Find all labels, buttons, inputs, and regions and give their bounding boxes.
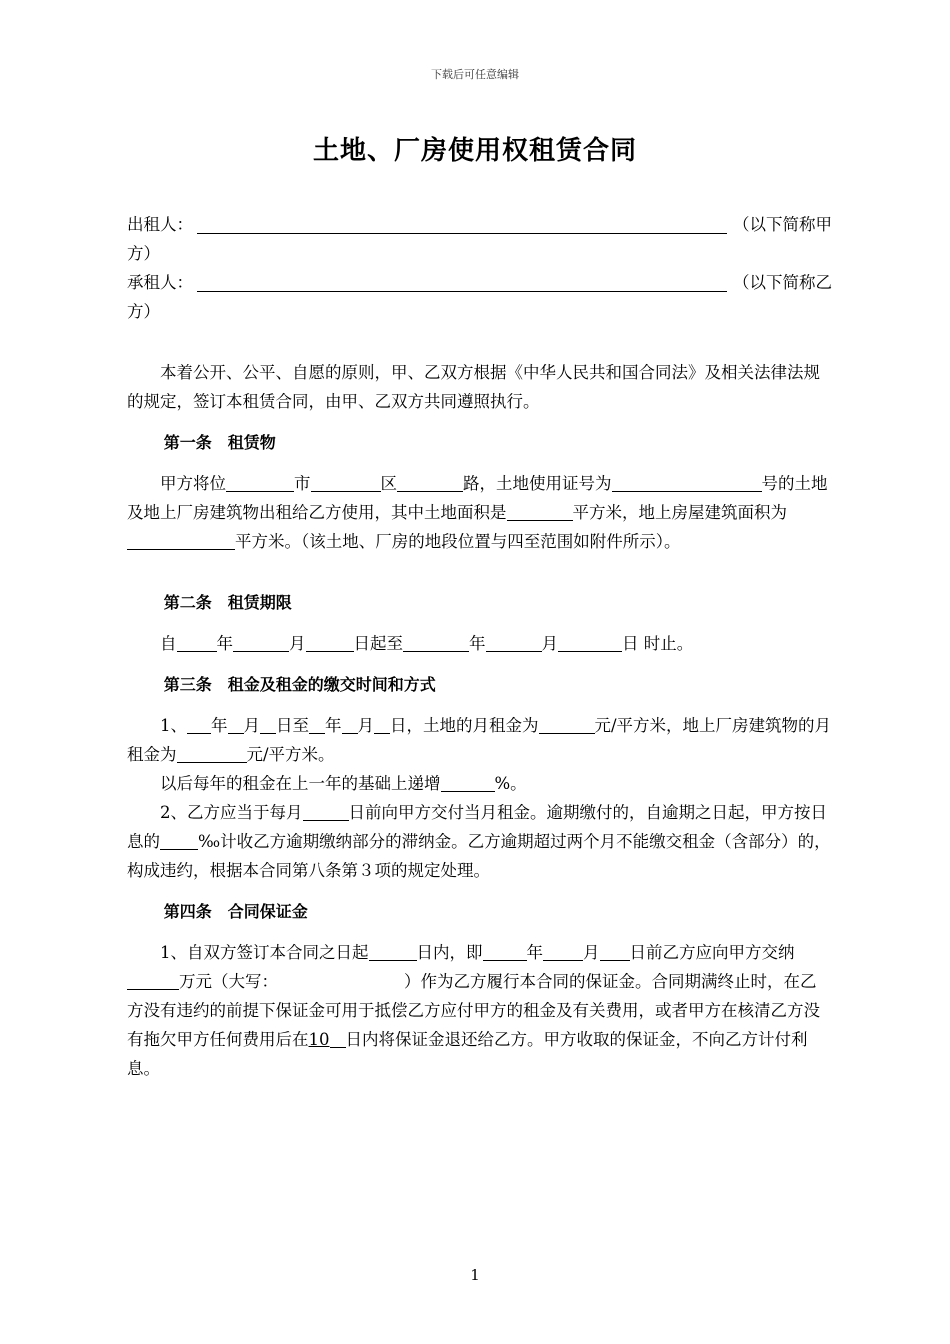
text-segment: 年 (469, 634, 486, 653)
late-fee-rate-blank (160, 831, 198, 850)
article3-paragraph-2 (127, 769, 832, 798)
refund-days-value: 10 (308, 1030, 330, 1049)
text-segment: 月 (357, 716, 374, 735)
text-segment: 月 (243, 716, 260, 735)
day-blank (374, 715, 390, 734)
text-segment: 年 (325, 716, 342, 735)
lessee-label: 承租人： (127, 273, 193, 292)
text-segment: 日起至 (353, 634, 403, 653)
payment-day-blank (303, 802, 349, 821)
article3-heading: 第三条 租金及租金的缴交时间和方式 (163, 675, 436, 694)
text-segment: 万元（大写： (179, 972, 278, 991)
land-rent-blank (539, 715, 595, 734)
deposit-year-blank (483, 942, 527, 961)
deposit-days-blank (369, 942, 417, 961)
lessee-blank (197, 271, 727, 292)
lessor-label: 出租人： (127, 215, 193, 234)
text-segment: 年 (216, 634, 233, 653)
text-segment: 日前向甲方交付当月租金。逾期缴付的，自逾期之日起，甲方按日息的 (127, 803, 827, 851)
text-segment: 区 (380, 474, 397, 493)
deposit-month-blank (543, 942, 583, 961)
land-area-blank (507, 502, 573, 521)
text-segment: 1、自双方签订本合同之日起 (160, 943, 369, 962)
city-blank (226, 473, 294, 492)
text-segment: ‰计收乙方逾期缴纳部分的滞纳金。乙方逾期超过两个月不能缴交租金（含部分）的，构成违约，根据本合同第八条第３项的规定处理。 (127, 832, 831, 880)
text-segment: 元/平方米。 (246, 745, 335, 764)
article2-heading: 第二条 租赁期限 (163, 593, 292, 612)
text-segment: 年 (526, 943, 543, 962)
text-segment: 日，土地的月租金为 (390, 716, 539, 735)
contract-body (127, 210, 832, 1083)
text-segment: 甲方将位 (160, 474, 226, 493)
text-segment: 号的土地及地上厂房建筑物出租给乙方使用，其中土地面积是 (127, 474, 828, 522)
text-segment: 日前乙方应向甲方交纳 (629, 943, 795, 962)
article3-paragraph-3 (127, 798, 832, 885)
text-segment: 路，土地使用证号为 (463, 474, 612, 493)
article4-paragraph (127, 938, 832, 1083)
deposit-amount-blank (127, 971, 179, 990)
deposit-day-blank (600, 942, 630, 961)
text-segment: ）作为乙方履行本合同的保证金。合同期满终止时，在乙方没有违约的前提下保证金可用于抵偿乙方应付甲方的租金及有关费用，或者甲方在核清乙方没有拖欠甲方任何费用后在 (127, 972, 820, 1049)
text-segment: 2、乙方应当于每月 (160, 803, 303, 822)
text-segment: 月 (541, 634, 558, 653)
text-segment: %。 (494, 774, 527, 793)
intro-paragraph: 本着公开、公平、自愿的原则，甲、乙双方根据《中华人民共和国合同法》及相关法律法规的规定，签订本租赁合同，由甲、乙双方共同遵照执行。 (127, 363, 820, 411)
article4-heading: 第四条 合同保证金 (163, 902, 308, 921)
lessor-suffix: （以下简称甲 (733, 215, 832, 234)
district-blank (311, 473, 381, 492)
lessor-block (127, 210, 832, 268)
end-day-blank (558, 633, 622, 652)
text-segment: 日内，即 (416, 943, 483, 962)
text-segment: 月 (583, 943, 600, 962)
start-month-blank (233, 633, 289, 652)
start-year-blank (177, 633, 217, 652)
page-number: 1 (470, 1266, 480, 1284)
end-year-blank (403, 633, 469, 652)
month-blank (228, 715, 244, 734)
lessee-tail: 方） (127, 302, 160, 321)
text-segment: 年 (211, 716, 228, 735)
building-area-blank (127, 531, 235, 550)
text-segment: 日 时止。 (622, 634, 694, 653)
text-segment: 1、 (160, 716, 187, 735)
text-segment: 日至 (276, 716, 309, 735)
text-segment: 平方米。（该土地、厂房的地段位置与四至范围如附件所示）。 (235, 532, 681, 551)
lessor-blank (197, 213, 727, 234)
building-rent-blank (177, 744, 247, 763)
text-segment: 平方米，地上房屋建筑面积为 (572, 503, 787, 522)
text-segment: 元/平方米，地上厂房建筑物的月租金为 (127, 716, 832, 764)
text-segment: 市 (294, 474, 311, 493)
header-note: 下载后可任意编辑 (431, 68, 519, 81)
lessor-tail: 方） (127, 244, 160, 263)
article3-paragraph-1 (127, 711, 832, 769)
start-day-blank (306, 633, 354, 652)
text-segment: 日内将保证金退还给乙方。甲方收取的保证金，不向乙方计付利息。 (127, 1030, 808, 1078)
text-segment: 以后每年的租金在上一年的基础上递增 (160, 774, 441, 793)
text-segment: 自 (160, 634, 177, 653)
day-blank (260, 715, 276, 734)
land-cert-blank (612, 473, 762, 492)
refund-days-underline (330, 1029, 346, 1048)
year-blank (187, 715, 211, 734)
lessee-suffix: （以下简称乙 (733, 273, 832, 292)
lessee-block (127, 268, 832, 326)
article2-paragraph (127, 629, 832, 658)
road-blank (397, 473, 463, 492)
month-blank (342, 715, 358, 734)
document-title: 土地、厂房使用权租赁合同 (312, 136, 637, 166)
increase-rate-blank (441, 773, 495, 792)
article1-paragraph (127, 469, 832, 556)
text-segment: 月 (289, 634, 306, 653)
article1-heading: 第一条 租赁物 (163, 433, 276, 452)
end-month-blank (486, 633, 542, 652)
year-blank (309, 715, 325, 734)
